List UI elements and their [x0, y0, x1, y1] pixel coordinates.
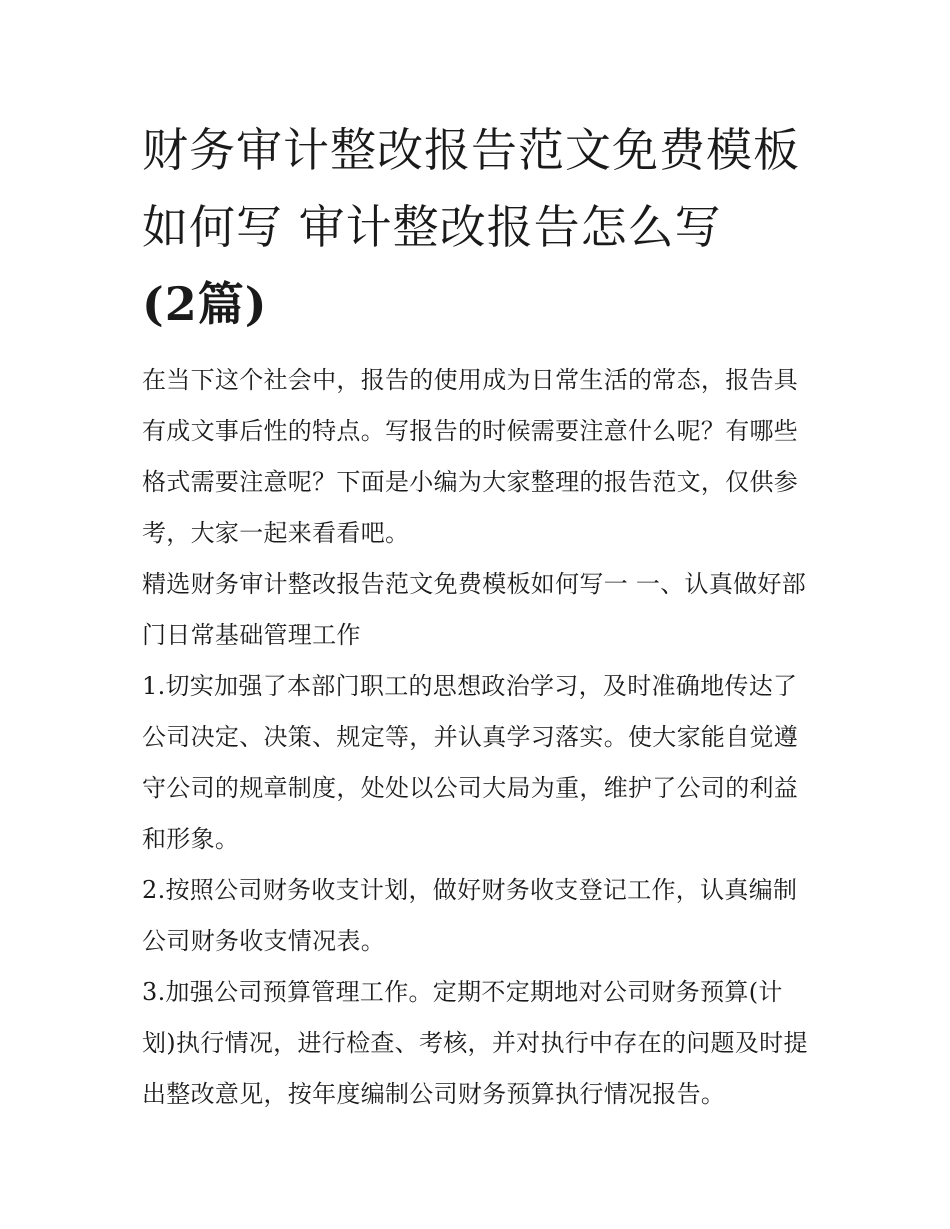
- document-page: [142, 112, 814, 1120]
- document-title-main: 财务审计整改报告范文免费模板如何写 审计整改报告怎么写: [142, 123, 800, 254]
- document-title-suffix: (2篇): [142, 277, 268, 331]
- item-2-paragraph: 2.按照公司财务收支计划，做好财务收支登记工作，认真编制公司财务收支情况表。: [142, 876, 798, 955]
- item-3-paragraph: 3.加强公司预算管理工作。定期不定期地对公司财务预算(计划)执行情况，进行检查、考核，并对执行中存在的问题及时提出整改意见，按年度编制公司财务预算执行情况报告。: [142, 978, 808, 1108]
- section-heading-paragraph: 精选财务审计整改报告范文免费模板如何写一 一、认真做好部门日常基础管理工作: [142, 570, 807, 649]
- intro-paragraph: 在当下这个社会中，报告的使用成为日常生活的常态，报告具有成文事后性的特点。写报告的时候需要注意什么呢？有哪些格式需要注意呢？下面是小编为大家整理的报告范文，仅供参考，大家一起来看看吧。: [142, 366, 799, 547]
- item-1-paragraph: 1.切实加强了本部门职工的思想政治学习，及时准确地传达了公司决定、决策、规定等，并认真学习落实。使大家能自觉遵守公司的规章制度，处处以公司大局为重，维护了公司的利益和形象。: [142, 672, 799, 853]
- document-title: [142, 112, 814, 343]
